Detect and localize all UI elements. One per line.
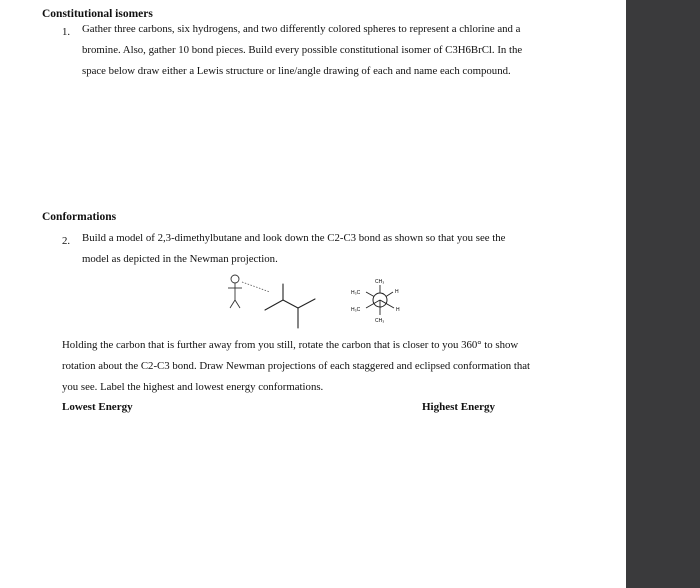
item-1-line: space below draw either a Lewis structure or line/angle drawing of each and name each compound. bbox=[82, 65, 511, 77]
item-number-2: 2. bbox=[62, 235, 71, 247]
section-heading-conformations: Conformations bbox=[42, 211, 117, 223]
instructions-line: rotation about the C2-C3 bond. Draw Newman projections of each staggered and eclipsed conformation that bbox=[62, 360, 531, 372]
instructions-text bbox=[62, 335, 622, 398]
instructions-line: you see. Label the highest and lowest energy conformations. bbox=[62, 381, 324, 393]
item-1-line: bromine. Also, gather 10 bond pieces. Build every possible constitutional isomer of C3H6BrCl. In the bbox=[82, 44, 523, 56]
newman-label-lower-left: H₃C bbox=[351, 307, 361, 313]
eye-icon bbox=[228, 275, 242, 308]
instructions-line: Holding the carbon that is further away from you still, rotate the carbon that is closer to you 360° to show bbox=[62, 339, 519, 351]
item-2-text bbox=[82, 228, 622, 270]
line-angle-structure bbox=[265, 284, 315, 328]
newman-label-top: CH₃ bbox=[375, 279, 385, 285]
newman-projection bbox=[351, 279, 400, 324]
newman-label-upper-right: H bbox=[395, 289, 399, 295]
item-2-line: model as depicted in the Newman projection. bbox=[82, 253, 278, 265]
item-number-1: 1. bbox=[62, 26, 71, 38]
molecule-figure bbox=[215, 270, 415, 340]
newman-label-upper-left: H₃C bbox=[351, 290, 361, 296]
item-1-text bbox=[82, 19, 622, 82]
newman-label-bottom: CH₃ bbox=[375, 318, 385, 324]
item-1-line: Gather three carbons, six hydrogens, and two differently colored spheres to represent a chlorine and a bbox=[82, 23, 521, 35]
dark-side-panel bbox=[626, 0, 700, 588]
newman-label-lower-right: H bbox=[396, 307, 400, 313]
sight-line bbox=[242, 282, 270, 292]
item-2-line: Build a model of 2,3-dimethylbutane and look down the C2-C3 bond as shown so that you see the bbox=[82, 232, 506, 244]
highest-energy-label: Highest Energy bbox=[422, 401, 496, 413]
section-heading-constitutional-isomers: Constitutional isomers bbox=[42, 8, 153, 20]
lowest-energy-label: Lowest Energy bbox=[62, 401, 133, 413]
